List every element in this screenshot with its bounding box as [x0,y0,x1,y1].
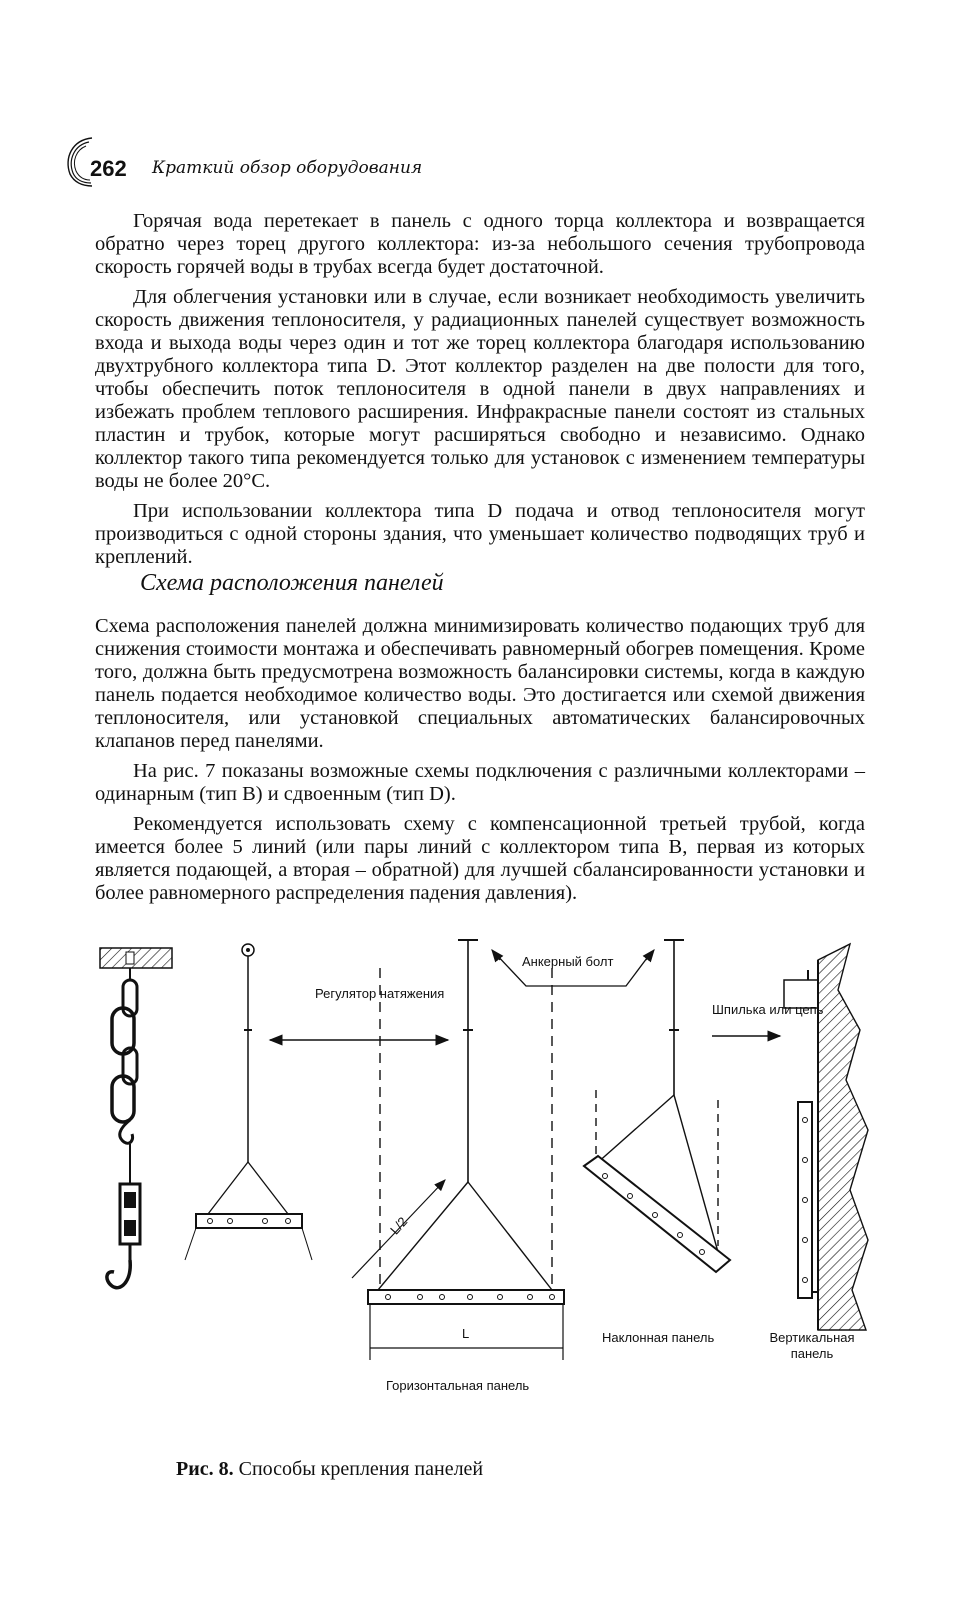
caption-text: Способы крепления панелей [238,1458,484,1480]
label-anchor-bolt: Анкерный болт [522,954,614,969]
paragraph: Рекомендуется использовать схему с компенсационной третьей трубой, когда имеется более 5 линий (или пары линий с коллектором типа В, первая из которых является подающей, а вторая – обратной) для лучшей сбалансированности установки и более равномерного распределения падения давления). [95,813,865,904]
section-heading: Схема расположения панелей [140,570,444,596]
label-vertical-panel: Вертикальная панель [769,1330,855,1361]
panel-small [196,1214,302,1228]
ceiling-block [100,948,172,968]
body-text-top [95,210,865,576]
chain-assembly [100,948,172,1288]
panel-vertical [798,1102,812,1298]
label-tension-regulator: Регулятор натяжения [315,986,445,1001]
paragraph: Горячая вода перетекает в панель с одного торца коллектора и возвращается обратно через торец другого коллектора: из-за небольшого сечения трубопровода скорость горячей воды в трубах всегда будет достаточной. [95,210,865,278]
mounting-figure [90,930,880,1410]
page-header [62,130,762,190]
paragraph: Схема расположения панелей должна минимизировать количество подающих труб для снижения стоимости монтажа и обеспечивать равномерный обогрев помещения. Кроме того, должна быть предусмотрена возможность балансировки системы, когда в каждую панель подается необходимое количество воды. Это достигается или схемой движения теплоносителя, или установкой специальных автоматических балансировочных клапанов перед панелями. [95,615,865,752]
hook [107,1260,130,1288]
label-inclined-panel: Наклонная панель [602,1330,715,1345]
wall [818,944,868,1330]
caption-number: Рис. 8. [176,1458,234,1480]
label-stud-or-chain: Шпилька или цепь [712,1002,824,1017]
inclined-panel-assembly [584,940,730,1272]
panel-large [368,1290,564,1304]
paragraph: На рис. 7 показаны возможные схемы подключения с различными коллекторами – одинарным (тип В) и сдвоенным (тип D). [95,760,865,805]
page-number: 262 [90,156,127,181]
body-text-bottom [95,615,865,912]
paragraph: При использовании коллектора типа D подача и отвод теплоносителя могут производиться с одной стороны здания, что уменьшает количество подводящих труб и креплений. [95,500,865,568]
running-title: Краткий обзор оборудования [152,158,423,178]
single-rod-suspension [185,944,312,1260]
figure-caption [176,1458,483,1481]
horizontal-panel-assembly [352,940,564,1360]
label-horizontal-panel: Горизонтальная панель [386,1378,530,1393]
paragraph: Для облегчения установки или в случае, если возникает необходимость увеличить скорость движения теплоносителя, у радиационных панелей существует возможность входа и выхода воды через один и тот же торец коллектора благодаря использованию двухтрубного коллектора типа D. Этот коллектор разделен на две полости для того, чтобы обеспечить поток теплоносителя в одной панели в двух направлениях и избежать проблем теплового расширения. Инфракрасные панели состоят из стальных пластин и трубок, которые могут расширяться свободно и независимо. Однако коллектор такого типа рекомендуется только для установок с изменением температуры воды не более 20°С. [95,286,865,492]
label-l2: L/2 [387,1213,411,1238]
label-l: L [462,1326,470,1341]
